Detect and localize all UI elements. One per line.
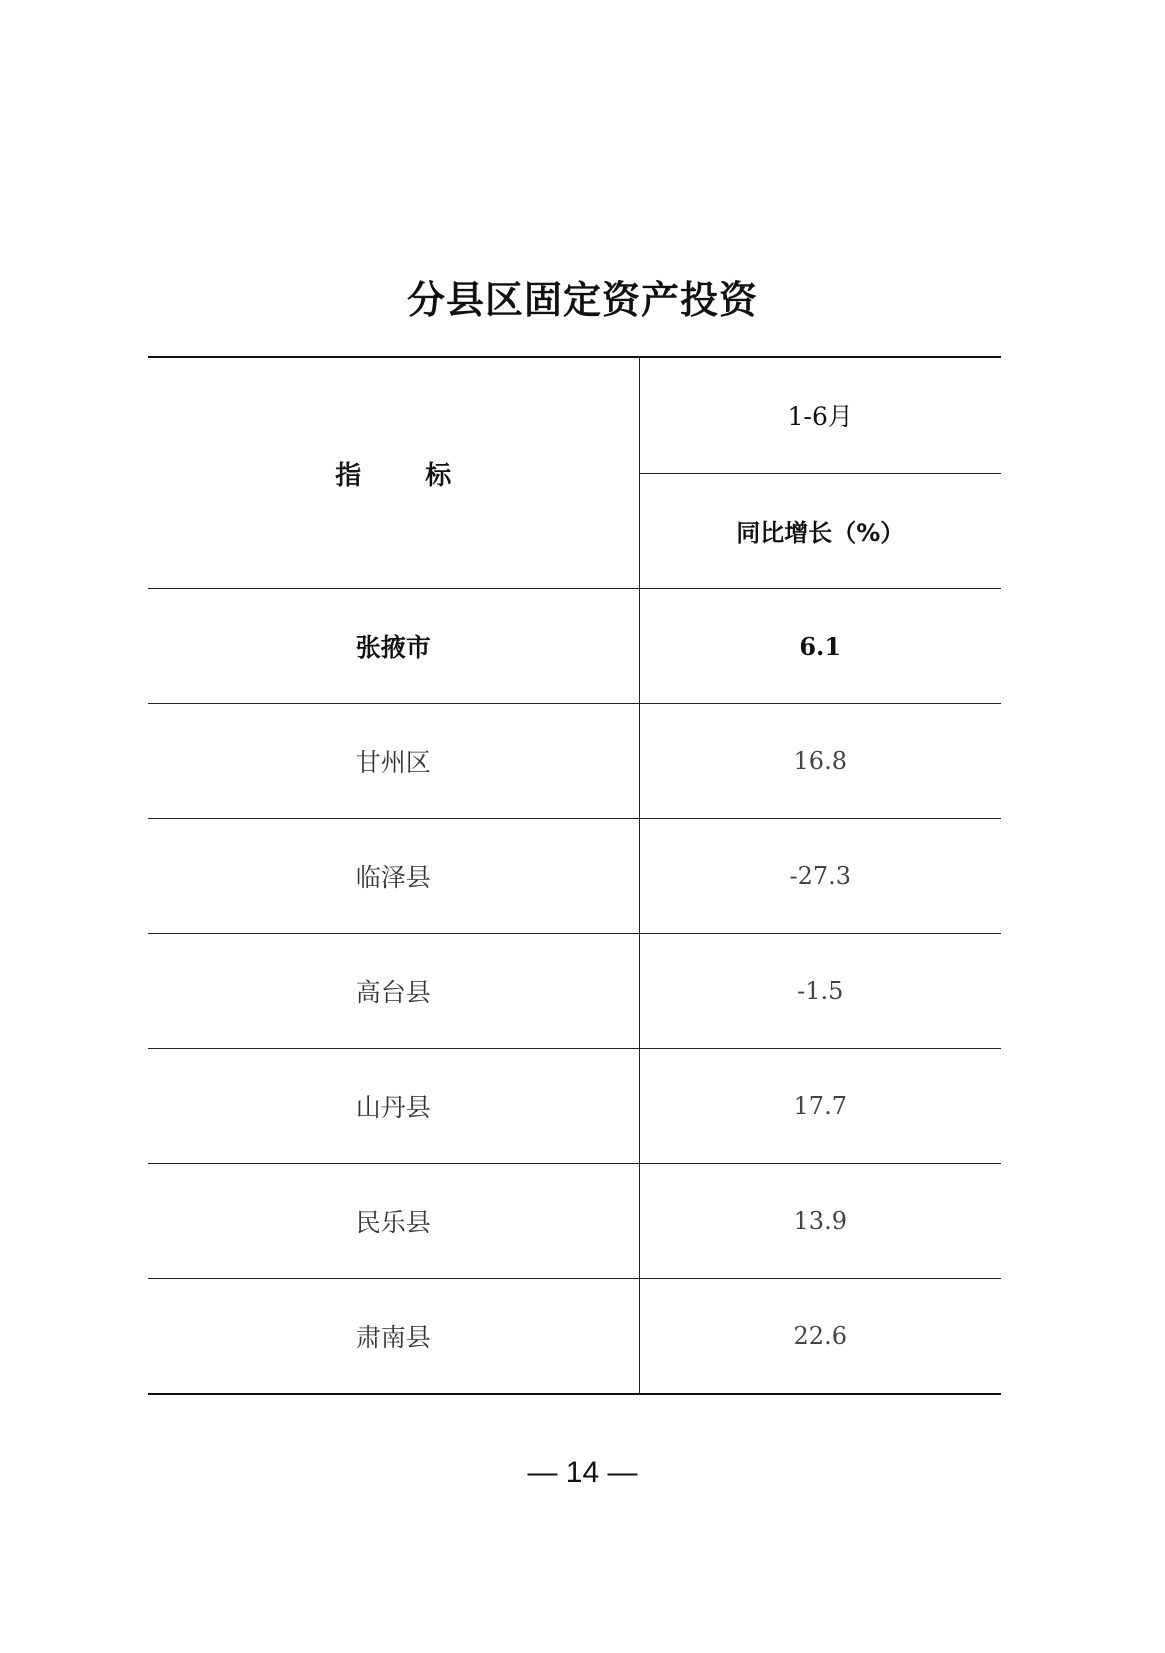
table-row [148,1279,1001,1395]
row-name: 甘州区 [148,704,639,819]
table-body [148,589,1001,1395]
table-row [148,1049,1001,1164]
row-value: -1.5 [639,934,1001,1049]
row-name: 肃南县 [148,1279,639,1395]
indicator-header-part2: 标 [425,460,452,491]
row-value: 6.1 [639,589,1001,704]
page-number: — 14 — [527,1456,638,1489]
row-name: 山丹县 [148,1049,639,1164]
table-row [148,819,1001,934]
row-value: 13.9 [639,1164,1001,1279]
row-name: 张掖市 [148,589,639,704]
page-title: 分县区固定资产投资 [406,278,758,322]
row-value: 16.8 [639,704,1001,819]
table-row [148,1164,1001,1279]
header-row-1 [148,357,1001,473]
table-row [148,589,1001,704]
investment-table-container [148,356,1001,1395]
row-name: 临泽县 [148,819,639,934]
investment-table [148,356,1001,1395]
row-value: -27.3 [639,819,1001,934]
table-header [148,357,1001,589]
indicator-header-part1: 指 [335,460,362,491]
indicator-header [148,357,639,589]
row-name: 高台县 [148,934,639,1049]
row-name: 民乐县 [148,1164,639,1279]
row-value: 17.7 [639,1049,1001,1164]
table-row [148,704,1001,819]
growth-header: 同比增长（%） [639,473,1001,589]
period-header: 1-6月 [639,357,1001,473]
row-value: 22.6 [639,1279,1001,1395]
table-row [148,934,1001,1049]
